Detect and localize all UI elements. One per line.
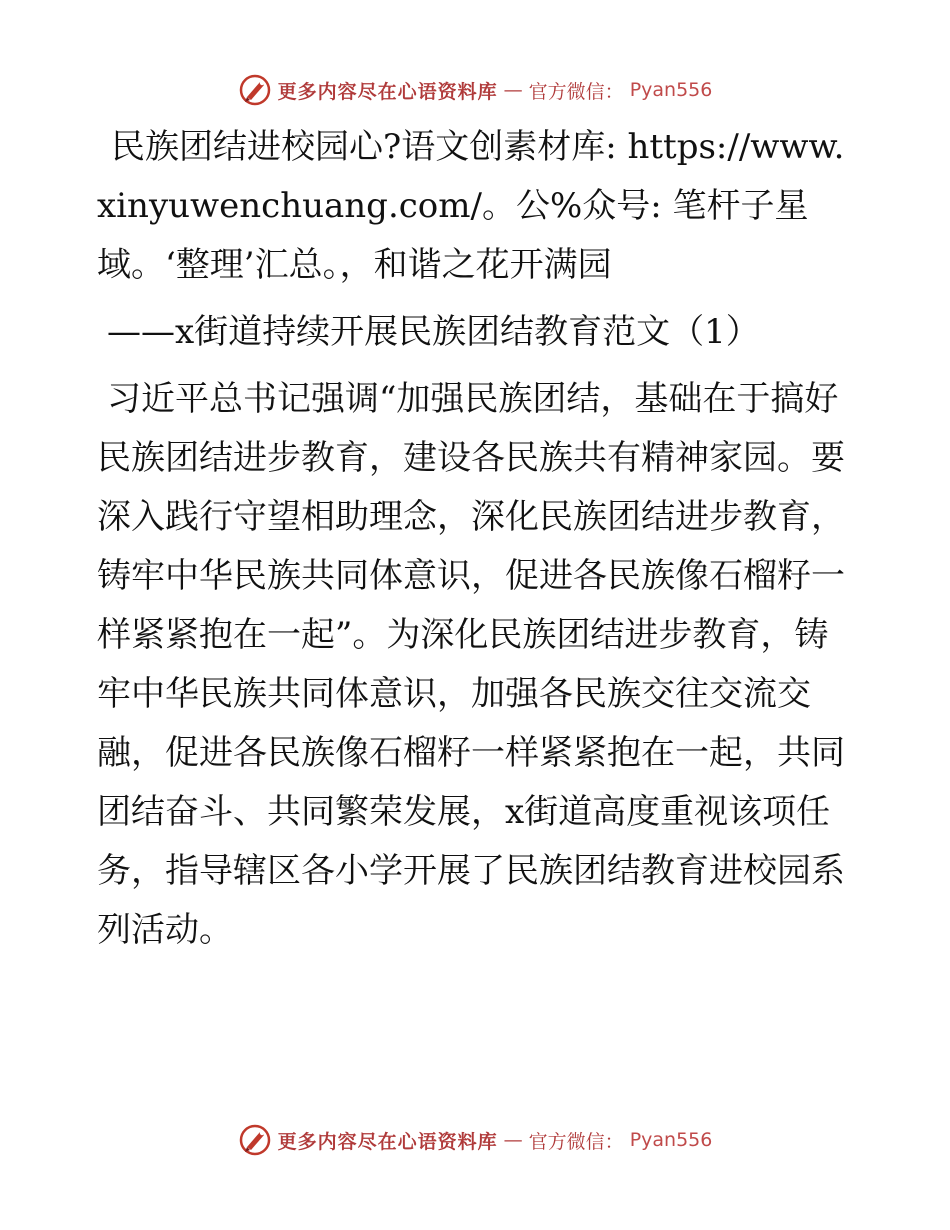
pen-logo-icon [238, 1123, 272, 1157]
document-body [97, 118, 857, 960]
banner-wechat-label: 官方微信： [528, 1130, 624, 1153]
body-paragraph: 习近平总书记强调“加强民族团结，基础在于搞好民族团结进步教育，建设各民族共有精神家园。要深入践行守望相助理念，深化民族团结进步教育，铸牢中华民族共同体意识，促进各民族像石榴籽一样紧紧抱在一起”。为深化民族团结进步教育，铸牢中华民族共同体意识，加强各民族交往交流交融，促进各民族像石榴籽一样紧紧抱在一起，共同团结奋斗、共同繁荣发展，x街道高度重视该项任务，指导辖区各小学开展了民族团结教育进校园系列活动。 [97, 379, 845, 950]
title-line: 民族团结进校园心?语文创素材库: https://www.xinyuwenchuang.com/。公%众号: 笔杆子星域。‘整理’汇总。，和谐之花开满园 [97, 127, 845, 285]
banner-dash: — [503, 1129, 523, 1151]
banner-label: 更多内容尽在心语资料库 [277, 1130, 498, 1153]
header-banner [0, 70, 950, 110]
banner-wechat-handle: Pyan556 [629, 1129, 713, 1151]
footer-banner [0, 1120, 950, 1160]
banner-dash: — [503, 79, 523, 101]
banner-wechat-label: 官方微信： [528, 80, 624, 103]
subtitle: ——x街道持续开展民族团结教育范文（1） [107, 312, 760, 352]
banner-wechat-handle: Pyan556 [629, 79, 713, 101]
banner-label: 更多内容尽在心语资料库 [277, 80, 498, 103]
pen-logo-icon [238, 73, 272, 107]
